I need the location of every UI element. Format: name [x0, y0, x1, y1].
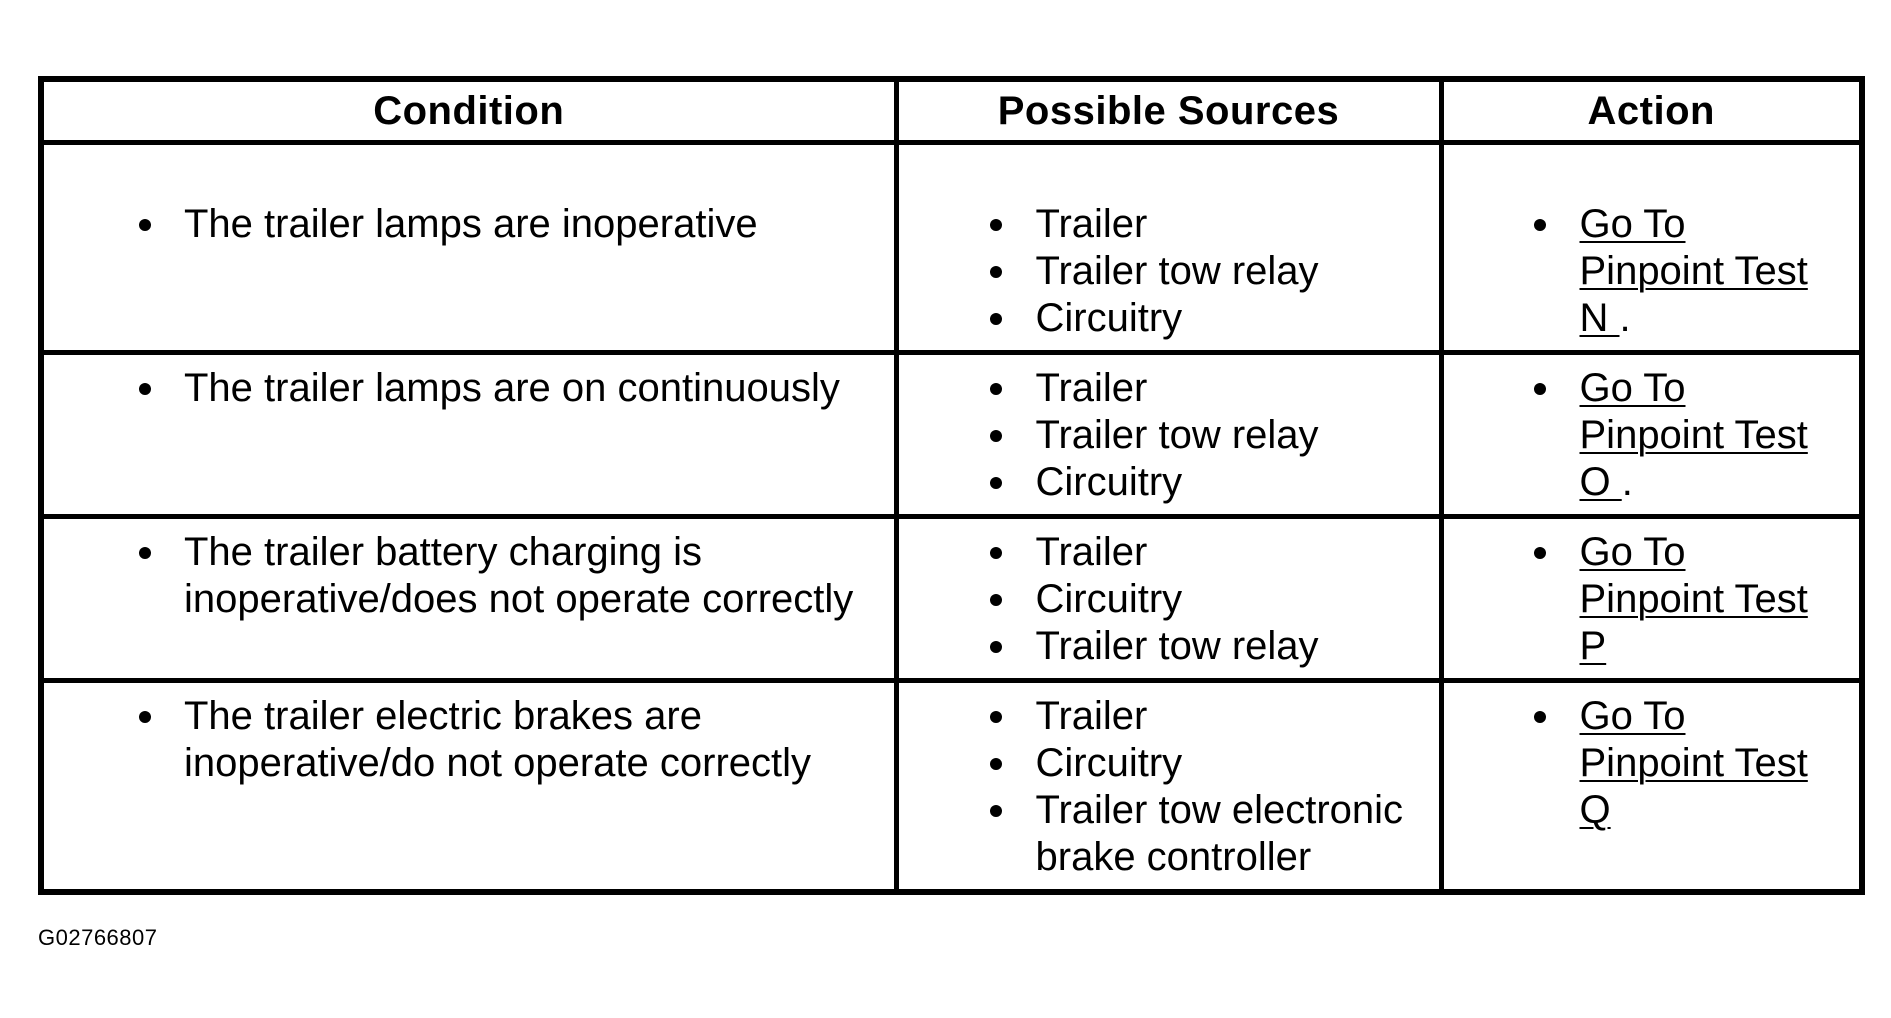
list-item — [899, 576, 1427, 623]
source-text: Circuitry — [1035, 460, 1183, 504]
condition-text: inoperative/do not operate correctly — [184, 741, 812, 785]
list-item — [899, 365, 1427, 412]
bullet-icon — [990, 594, 1002, 606]
list-item — [899, 412, 1427, 459]
condition-text: The trailer lamps are inoperative — [184, 202, 758, 246]
bullet-icon — [990, 430, 1002, 442]
source-text: Circuitry — [1035, 577, 1183, 621]
link-suffix: . — [1621, 460, 1633, 504]
list-item — [1444, 693, 1848, 834]
condition-cell — [41, 143, 896, 353]
bullet-icon — [139, 711, 151, 723]
source-text: Circuitry — [1035, 741, 1183, 785]
link-suffix: . — [1619, 296, 1631, 340]
action-cell — [1441, 681, 1862, 893]
condition-text: The trailer battery charging is — [184, 530, 703, 574]
table-row — [41, 143, 1862, 353]
link-text[interactable]: N — [1579, 296, 1620, 340]
list-item — [1444, 365, 1848, 506]
bullet-icon — [990, 477, 1002, 489]
list-item — [44, 201, 882, 248]
action-cell — [1441, 517, 1862, 681]
action-cell — [1441, 353, 1862, 517]
list-item — [899, 740, 1427, 787]
source-text: Trailer tow relay — [1035, 249, 1319, 293]
list-item — [1444, 529, 1848, 670]
bullet-icon — [139, 383, 151, 395]
link-text[interactable]: Go To — [1579, 530, 1686, 574]
bullet-icon — [990, 383, 1002, 395]
list-item — [44, 365, 882, 412]
condition-cell — [41, 353, 896, 517]
list-item — [44, 693, 882, 787]
link-text[interactable]: Q — [1579, 788, 1611, 832]
bullet-icon — [990, 219, 1002, 231]
link-text[interactable]: Go To — [1579, 202, 1686, 246]
list-item — [899, 459, 1427, 506]
bullet-icon — [990, 313, 1002, 325]
link-text[interactable]: Go To — [1579, 694, 1686, 738]
pinpoint-test-q-link[interactable] — [1580, 694, 1808, 832]
bullet-icon — [990, 266, 1002, 278]
action-cell — [1441, 143, 1862, 353]
sources-cell — [896, 353, 1441, 517]
list-item — [899, 787, 1427, 881]
source-text: Trailer — [1035, 202, 1148, 246]
header-action: Action — [1441, 79, 1862, 143]
source-text: Trailer — [1035, 530, 1148, 574]
list-item — [899, 693, 1427, 740]
header-condition: Condition — [41, 79, 896, 143]
list-item — [44, 529, 882, 623]
table-row — [41, 517, 1862, 681]
source-text: Trailer tow relay — [1035, 624, 1319, 668]
condition-text: The trailer electric brakes are — [184, 694, 702, 738]
bullet-icon — [1534, 219, 1546, 231]
link-text[interactable]: P — [1579, 624, 1607, 668]
list-item — [899, 623, 1427, 670]
table-row — [41, 353, 1862, 517]
bullet-icon — [990, 758, 1002, 770]
table-row — [41, 681, 1862, 893]
pinpoint-test-o-link[interactable] — [1580, 366, 1808, 504]
bullet-icon — [139, 547, 151, 559]
source-text: Trailer tow relay — [1035, 413, 1319, 457]
sources-cell — [896, 681, 1441, 893]
pinpoint-test-p-link[interactable] — [1580, 530, 1808, 668]
figure-id: G02766807 — [38, 925, 158, 950]
sources-cell — [896, 517, 1441, 681]
header-row — [41, 79, 1862, 143]
condition-text: The trailer lamps are on continuously — [184, 366, 840, 410]
bullet-icon — [139, 219, 151, 231]
source-text: Trailer — [1035, 694, 1148, 738]
bullet-icon — [1534, 711, 1546, 723]
bullet-icon — [990, 547, 1002, 559]
symptom-chart-table — [38, 76, 1865, 895]
source-text: Circuitry — [1035, 296, 1183, 340]
link-text[interactable]: O — [1579, 460, 1622, 504]
sources-cell — [896, 143, 1441, 353]
pinpoint-test-n-link[interactable] — [1580, 202, 1808, 340]
source-text: Trailer — [1035, 366, 1148, 410]
link-text[interactable]: Pinpoint Test — [1579, 413, 1808, 457]
header-possible-sources: Possible Sources — [896, 79, 1441, 143]
bullet-icon — [990, 641, 1002, 653]
list-item — [1444, 201, 1848, 342]
link-text[interactable]: Pinpoint Test — [1579, 741, 1808, 785]
list-item — [899, 529, 1427, 576]
source-text: Trailer tow electronic brake controller — [1035, 788, 1404, 879]
condition-cell — [41, 681, 896, 893]
link-text[interactable]: Pinpoint Test — [1579, 249, 1808, 293]
link-text[interactable]: Go To — [1579, 366, 1686, 410]
bullet-icon — [990, 711, 1002, 723]
list-item — [899, 295, 1427, 342]
bullet-icon — [1534, 383, 1546, 395]
bullet-icon — [1534, 547, 1546, 559]
list-item — [899, 248, 1427, 295]
link-text[interactable]: Pinpoint Test — [1579, 577, 1808, 621]
bullet-icon — [990, 805, 1002, 817]
condition-cell — [41, 517, 896, 681]
condition-text: inoperative/does not operate correctly — [184, 577, 854, 621]
list-item — [899, 201, 1427, 248]
